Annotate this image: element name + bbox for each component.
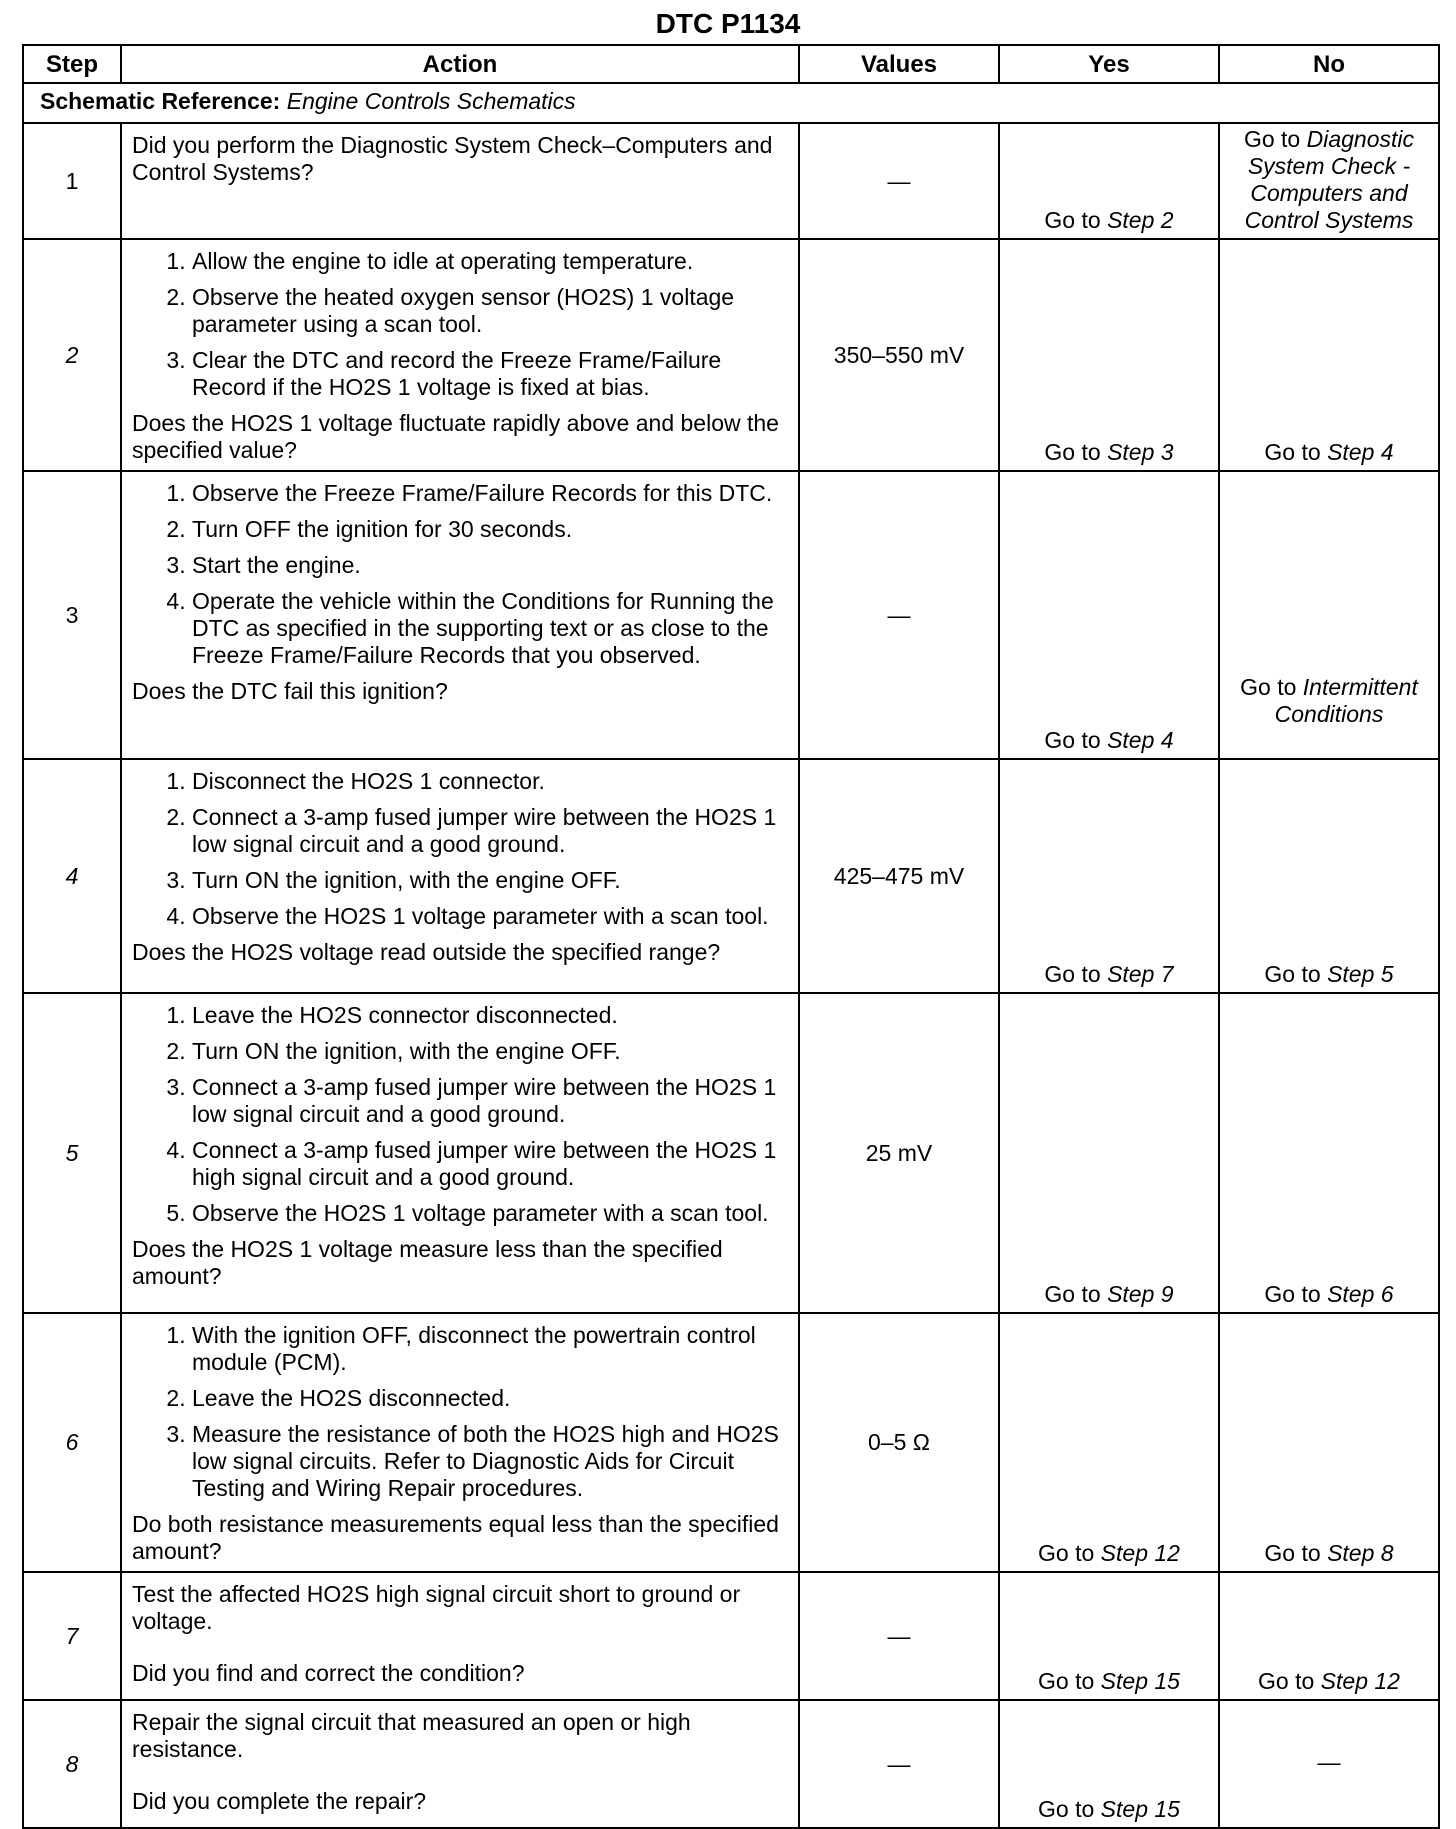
action-cell (121, 471, 799, 759)
goto-label: Go to (1044, 727, 1101, 753)
action-item: 5. Observe the HO2S 1 voltage parameter with a scan tool. (192, 1200, 788, 1227)
action-question: Do both resistance measurements equal less than the specified amount? (132, 1511, 779, 1564)
action-item: 3. Connect a 3-amp fused jumper wire between the HO2S 1 low signal circuit and a good ground. (192, 1074, 788, 1128)
action-cell (121, 1313, 799, 1572)
values-cell: — (799, 1572, 999, 1700)
goto-label: Go to (1044, 961, 1101, 987)
no-cell (1219, 759, 1439, 993)
goto-label: Go to (1243, 126, 1301, 152)
table-row (23, 471, 1439, 759)
values-cell: 0–5 Ω (799, 1313, 999, 1572)
goto-label: Go to (1038, 1668, 1095, 1694)
action-cell (121, 1700, 799, 1828)
goto-label: Go to (1264, 961, 1321, 987)
header-step: Step (23, 45, 121, 83)
action-item: 4. Connect a 3-amp fused jumper wire between the HO2S 1 high signal circuit and a good ground. (192, 1137, 788, 1191)
yes-cell (999, 993, 1219, 1313)
action-list (132, 480, 788, 669)
values-cell: 350–550 mV (799, 239, 999, 471)
no-cell (1219, 1572, 1439, 1700)
yes-target: Step 4 (1107, 727, 1174, 753)
step-number: 1 (23, 123, 121, 239)
step-number: 6 (23, 1313, 121, 1572)
action-item: 4. Observe the HO2S 1 voltage parameter with a scan tool. (192, 903, 788, 930)
table-row (23, 1700, 1439, 1828)
action-list (132, 248, 788, 401)
no-cell (1219, 239, 1439, 471)
yes-target: Step 15 (1100, 1796, 1180, 1822)
values-cell: — (799, 123, 999, 239)
no-cell (1219, 471, 1439, 759)
yes-cell (999, 471, 1219, 759)
step-number: 2 (23, 239, 121, 471)
no-target: Step 6 (1327, 1281, 1394, 1307)
header-no: No (1219, 45, 1439, 83)
no-cell: — (1219, 1700, 1439, 1828)
action-question: Does the HO2S voltage read outside the specified range? (132, 939, 721, 965)
table-row (23, 759, 1439, 993)
values-cell: — (799, 471, 999, 759)
no-cell (1219, 123, 1439, 239)
values-cell: — (799, 1700, 999, 1828)
step-number: 8 (23, 1700, 121, 1828)
no-target: Step 12 (1320, 1668, 1400, 1694)
table-row (23, 1313, 1439, 1572)
values-cell: 425–475 mV (799, 759, 999, 993)
table-row (23, 993, 1439, 1313)
action-item: 1. Observe the Freeze Frame/Failure Records for this DTC. (192, 480, 788, 507)
action-cell (121, 1572, 799, 1700)
action-item: 2. Observe the heated oxygen sensor (HO2S) 1 voltage parameter using a scan tool. (192, 284, 788, 338)
step-number: 7 (23, 1572, 121, 1700)
yes-target: Step 7 (1107, 961, 1174, 987)
yes-target: Step 2 (1107, 207, 1174, 233)
header-row (23, 45, 1439, 83)
goto-label: Go to (1038, 1796, 1095, 1822)
action-item: 2. Connect a 3-amp fused jumper wire between the HO2S 1 low signal circuit and a good ground. (192, 804, 788, 858)
action-cell (121, 759, 799, 993)
table-row (23, 123, 1439, 239)
action-cell (121, 239, 799, 471)
goto-label: Go to (1264, 1281, 1321, 1307)
schematic-reference (23, 83, 1439, 123)
no-target: Step 4 (1327, 439, 1394, 465)
yes-cell (999, 1313, 1219, 1572)
action-question: Does the DTC fail this ignition? (132, 678, 448, 704)
action-item: 3. Start the engine. (192, 552, 788, 579)
action-question: Did you find and correct the condition? (132, 1660, 525, 1686)
action-text: Repair the signal circuit that measured an open or high resistance. (132, 1709, 691, 1762)
no-target: Intermittent Conditions (1274, 674, 1418, 727)
action-item: 1. Disconnect the HO2S 1 connector. (192, 768, 788, 795)
action-item: 1. Allow the engine to idle at operating temperature. (192, 248, 788, 275)
yes-cell (999, 1572, 1219, 1700)
goto-label: Go to (1240, 674, 1297, 700)
step-number: 4 (23, 759, 121, 993)
action-item: 3. Clear the DTC and record the Freeze Frame/Failure Record if the HO2S 1 voltage is fixed at bias. (192, 347, 788, 401)
goto-label: Go to (1038, 1540, 1095, 1566)
diagnostic-table (22, 44, 1440, 1829)
goto-label: Go to (1264, 1540, 1321, 1566)
action-item: 2. Turn ON the ignition, with the engine OFF. (192, 1038, 788, 1065)
yes-target: Step 3 (1107, 439, 1174, 465)
action-item: 1. Leave the HO2S connector disconnected. (192, 1002, 788, 1029)
action-question: Does the HO2S 1 voltage fluctuate rapidly above and below the specified value? (132, 410, 779, 463)
table-row (23, 239, 1439, 471)
action-question: Did you complete the repair? (132, 1788, 427, 1814)
schematic-reference-value: Engine Controls Schematics (286, 88, 576, 114)
page-title: DTC P1134 (655, 8, 801, 39)
action-list (132, 1322, 788, 1502)
header-values: Values (799, 45, 999, 83)
goto-label: Go to (1264, 439, 1321, 465)
goto-label: Go to (1044, 207, 1101, 233)
action-item: 4. Operate the vehicle within the Conditions for Running the DTC as specified in the supporting text or as close to the Freeze Frame/Failure Records that you observed. (192, 588, 788, 669)
schematic-reference-label: Schematic Reference: (40, 88, 281, 114)
action-cell (121, 993, 799, 1313)
no-cell (1219, 1313, 1439, 1572)
action-list (132, 1002, 788, 1227)
goto-label: Go to (1044, 1281, 1101, 1307)
action-question: Does the HO2S 1 voltage measure less than the specified amount? (132, 1236, 723, 1289)
yes-cell (999, 123, 1219, 239)
no-target: Step 5 (1327, 961, 1394, 987)
action-item: 3. Measure the resistance of both the HO2S high and HO2S low signal circuits. Refer to Diagnostic Aids for Circuit Testing and Wiring Repair procedures. (192, 1421, 788, 1502)
step-number: 5 (23, 993, 121, 1313)
no-target: Step 8 (1327, 1540, 1394, 1566)
step-number: 3 (23, 471, 121, 759)
goto-label: Go to (1258, 1668, 1315, 1694)
action-item: 2. Turn OFF the ignition for 30 seconds. (192, 516, 788, 543)
values-cell: 25 mV (799, 993, 999, 1313)
no-target: Diagnostic System Check - Computers and Control Systems (1244, 126, 1415, 233)
action-text: Did you perform the Diagnostic System Check–Computers and Control Systems? (132, 132, 773, 185)
action-item: 3. Turn ON the ignition, with the engine OFF. (192, 867, 788, 894)
yes-target: Step 15 (1100, 1668, 1180, 1694)
yes-cell (999, 759, 1219, 993)
action-text: Test the affected HO2S high signal circuit short to ground or voltage. (132, 1581, 741, 1634)
no-cell (1219, 993, 1439, 1313)
header-action: Action (121, 45, 799, 83)
action-list (132, 768, 788, 930)
action-item: 2. Leave the HO2S disconnected. (192, 1385, 788, 1412)
goto-label: Go to (1044, 439, 1101, 465)
action-cell (121, 123, 799, 239)
yes-cell (999, 239, 1219, 471)
yes-target: Step 9 (1107, 1281, 1174, 1307)
yes-cell (999, 1700, 1219, 1828)
yes-target: Step 12 (1100, 1540, 1180, 1566)
action-item: 1. With the ignition OFF, disconnect the powertrain control module (PCM). (192, 1322, 788, 1376)
schematic-reference-row (23, 83, 1439, 123)
header-yes: Yes (999, 45, 1219, 83)
table-row (23, 1572, 1439, 1700)
